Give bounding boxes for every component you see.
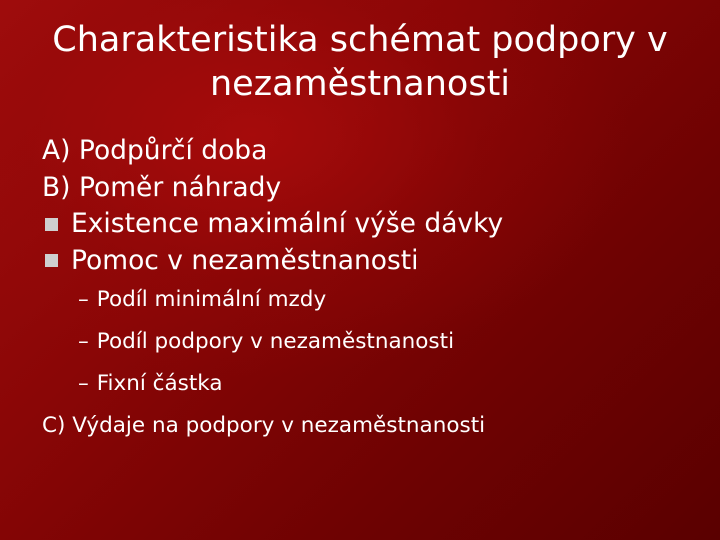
dash-icon: –: [78, 371, 89, 396]
dash-icon: –: [78, 287, 89, 312]
list-item-text: Poměr náhrady: [78, 171, 282, 203]
sub-list-item-2: [42, 321, 702, 363]
list-item-bullet-2: [42, 243, 702, 280]
list-item-text: Pomoc v nezaměstnanosti: [71, 244, 419, 276]
sub-list-item-3: [42, 363, 702, 405]
list-item-a: [42, 133, 702, 170]
list-item-b: [42, 170, 702, 207]
list-item-marker: B): [42, 171, 71, 203]
sub-list-item-text: Fixní částka: [96, 371, 223, 396]
dash-icon: –: [78, 329, 89, 354]
square-bullet-icon: [45, 218, 58, 231]
slide-content: [42, 133, 702, 447]
list-item-c: C) Výdaje na podpory v nezaměstnanosti: [42, 413, 486, 438]
list-item-text: Podpůrčí doba: [78, 135, 268, 166]
square-bullet-icon: [45, 254, 58, 267]
slide-title-line-2: nezaměstnanosti: [209, 64, 511, 104]
list-item-text: Existence maximální výše dávky: [71, 208, 504, 239]
sub-list-item-1: [42, 279, 702, 321]
sub-list-item-text: Podíl podpory v nezaměstnanosti: [96, 329, 455, 354]
slide-title-line-1: Charakteristika schémat podpory v: [52, 20, 668, 60]
list-item-bullet-1: [42, 206, 702, 243]
list-item-marker: A): [42, 135, 71, 166]
sub-list-item-text: Podíl minimální mzdy: [96, 287, 327, 312]
slide-title: [0, 18, 720, 106]
